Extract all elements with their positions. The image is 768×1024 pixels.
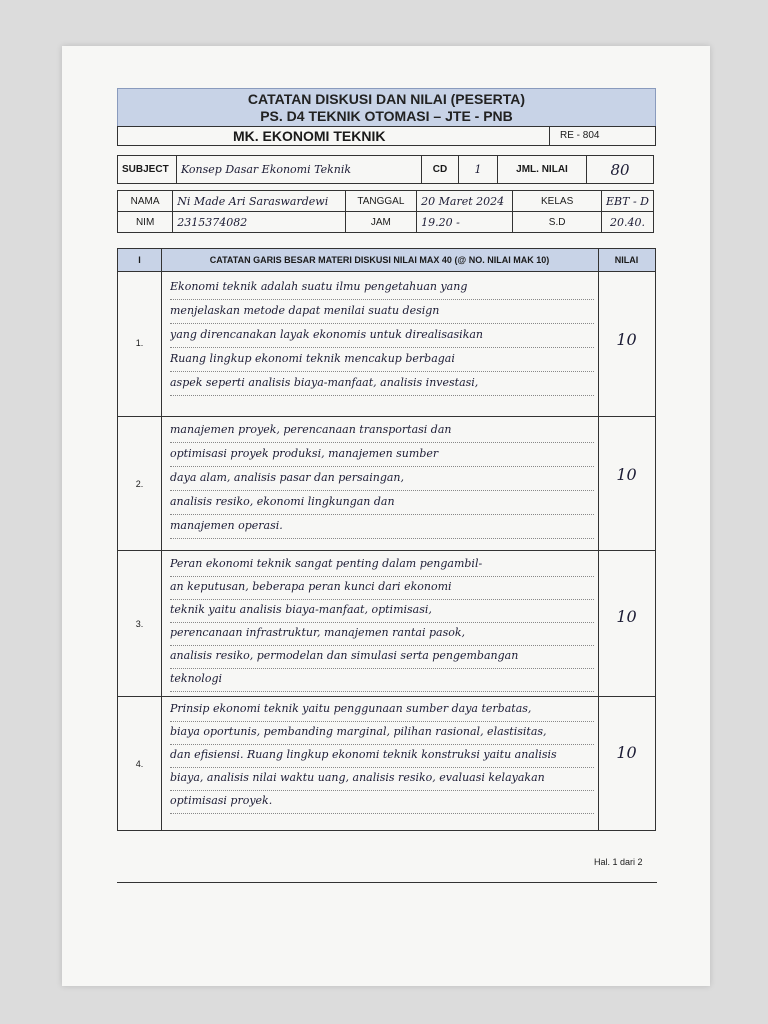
note-line: biaya, analisis nilai waktu uang, analisis resiko, evaluasi kelayakan [170, 767, 594, 791]
course-row [117, 126, 656, 146]
note-line: manajemen proyek, perencanaan transportasi dan [170, 419, 594, 443]
jam-value: 19.20 - [421, 215, 460, 229]
kelas-value: EBT - D [606, 194, 649, 208]
col-nilai-header: NILAI [614, 255, 639, 265]
form-title: CATATAN DISKUSI DAN NILAI (PESERTA) [247, 91, 526, 107]
row-score: 10 [616, 330, 637, 349]
course-title: MK. EKONOMI TEKNIK [233, 128, 386, 144]
note-line: optimisasi proyek produksi, manajemen sumber [170, 443, 594, 467]
note-line: analisis resiko, ekonomi lingkungan dan [170, 491, 594, 515]
row-number: 4. [135, 759, 144, 769]
sd-label: S.D [513, 212, 602, 233]
note-line: optimisasi proyek. [170, 790, 594, 814]
jam-label: JAM [345, 212, 417, 233]
kelas-label: KELAS [513, 191, 602, 212]
note-line: teknik yaitu analisis biaya-manfaat, optimisasi, [170, 599, 594, 623]
identity-table [117, 190, 654, 233]
row-number: 1. [135, 338, 144, 348]
note-line: perencanaan infrastruktur, manajemen rantai pasok, [170, 622, 594, 646]
note-line: an keputusan, beberapa peran kunci dari ekonomi [170, 576, 594, 600]
tanggal-label: TANGGAL [345, 191, 417, 212]
discussion-table-header [118, 249, 655, 272]
note-line: aspek seperti analisis biaya-manfaat, analisis investasi, [170, 372, 594, 396]
table-row [118, 417, 655, 551]
form-code: RE - 804 [560, 130, 600, 141]
table-row [118, 272, 655, 417]
table-row [118, 551, 655, 697]
jml-nilai-label: JML. NILAI [498, 156, 587, 184]
page-number: Hal. 1 dari 2 [594, 857, 643, 867]
row-score: 10 [616, 743, 637, 762]
subject-value: Konsep Dasar Ekonomi Teknik [181, 163, 352, 176]
tanggal-value: 20 Maret 2024 [421, 194, 505, 208]
cd-value: 1 [474, 163, 482, 176]
row-number: 2. [135, 479, 144, 489]
note-line: yang direncanakan layak ekonomis untuk direalisasikan [170, 324, 594, 348]
subject-label: SUBJECT [118, 156, 177, 184]
note-line: biaya oportunis, pembanding marginal, pilihan rasional, elastisitas, [170, 721, 594, 745]
nama-label: NAMA [118, 191, 173, 212]
cd-label: CD [422, 156, 459, 184]
note-line: teknologi [170, 668, 594, 692]
program-title: PS. D4 TEKNIK OTOMASI – JTE - PNB [260, 108, 513, 124]
table-row [118, 697, 655, 829]
note-line: Ruang lingkup ekonomi teknik mencakup berbagai [170, 348, 594, 372]
note-line: Prinsip ekonomi teknik yaitu penggunaan sumber daya terbatas, [170, 698, 594, 722]
col-no-header: I [138, 255, 141, 265]
row-score: 10 [616, 465, 637, 484]
note-line: analisis resiko, permodelan dan simulasi serta pengembangan [170, 645, 594, 669]
note-line: Peran ekonomi teknik sangat penting dalam pengambil- [170, 553, 594, 577]
col-materi-header: CATATAN GARIS BESAR MATERI DISKUSI NILAI MAX 40 (@ NO. NILAI MAK 10) [209, 255, 550, 265]
note-line: dan efisiensi. Ruang lingkup ekonomi teknik konstruksi yaitu analisis [170, 744, 594, 768]
discussion-table [117, 248, 656, 831]
note-line: menjelaskan metode dapat menilai suatu design [170, 300, 594, 324]
subject-table [117, 155, 654, 184]
divider [117, 882, 657, 883]
sd-value: 20.40. [610, 215, 645, 229]
row-number: 3. [135, 619, 144, 629]
jml-nilai-value: 80 [610, 160, 630, 179]
nim-label: NIM [118, 212, 173, 233]
form-header [117, 88, 656, 128]
row-score: 10 [616, 607, 637, 626]
nim-value: 2315374082 [177, 215, 248, 229]
divider [549, 127, 550, 145]
note-line: manajemen operasi. [170, 515, 594, 539]
nama-value: Ni Made Ari Saraswardewi [177, 194, 329, 208]
note-line: Ekonomi teknik adalah suatu ilmu pengetahuan yang [170, 276, 594, 300]
note-line: daya alam, analisis pasar dan persaingan, [170, 467, 594, 491]
